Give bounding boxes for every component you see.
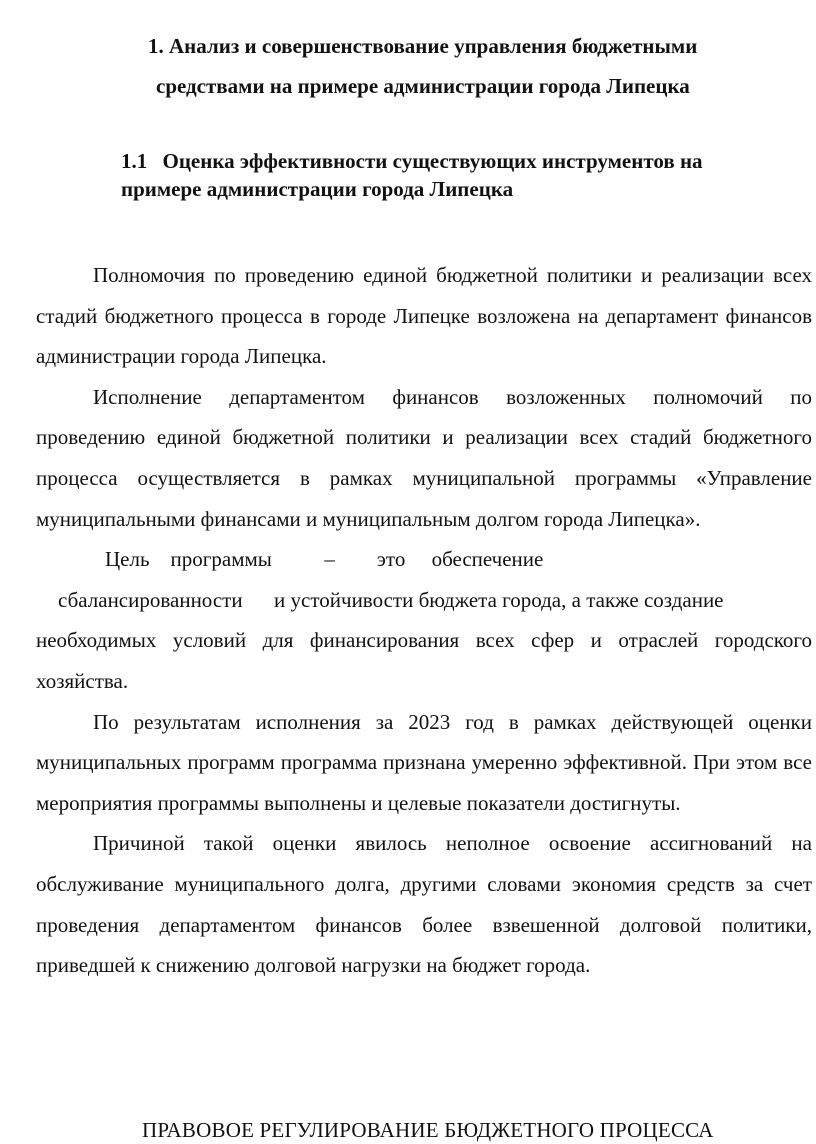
section-heading-line2: примере администрации города Липецка [121, 177, 514, 201]
chapter-heading [36, 26, 812, 106]
section-number: 1.1 [121, 149, 148, 173]
body-text [36, 255, 812, 986]
goal-rest: необходимых условий для финансирования всех сфер и отраслей городского хозяйства. [36, 628, 812, 693]
footer-heading: ПРАВОВОЕ РЕГУЛИРОВАНИЕ БЮДЖЕТНОГО ПРОЦЕССА [142, 1118, 714, 1142]
goal-line1: Цель программы – это обеспечение [105, 547, 544, 572]
chapter-heading-line2: средствами на примере администрации города Липецка [156, 74, 690, 98]
paragraph: По результатам исполнения за 2023 год в рамках действующей оценки муниципальных программ программа признана умеренно эффективной. При этом все мероприятия программы выполнены и целевые показатели достигнуты. [36, 709, 812, 815]
paragraph: Исполнение департаментом финансов возложенных полномочий по проведению единой бюджетной политики и реализации всех стадий бюджетного процесса осуществляется в рамках муниципальной программы «Управление муниципальными финансами и муниципальным долгом города Липецка». [36, 384, 812, 531]
goal-line2: сбалансированности и устойчивости бюджета города, а также создание [58, 587, 724, 612]
paragraph: Причиной такой оценки явилось неполное освоение ассигнований на обслуживание муниципального долга, другими словами экономия средств за счет проведения департаментом финансов более взвешенной долговой политики, приведшей к снижению долговой нагрузки на бюджет города. [36, 831, 812, 978]
paragraph: Полномочия по проведению единой бюджетной политики и реализации всех стадий бюджетного процесса в городе Липецке возложена на департамент финансов администрации города Липецка. [36, 263, 812, 369]
chapter-heading-line1: 1. Анализ и совершенствование управления бюджетными [148, 34, 698, 58]
goal-paragraph [36, 539, 812, 701]
section-heading-line1: Оценка эффективности существующих инструментов на [162, 149, 703, 173]
document-page [36, 26, 812, 1142]
section-heading [121, 147, 801, 203]
